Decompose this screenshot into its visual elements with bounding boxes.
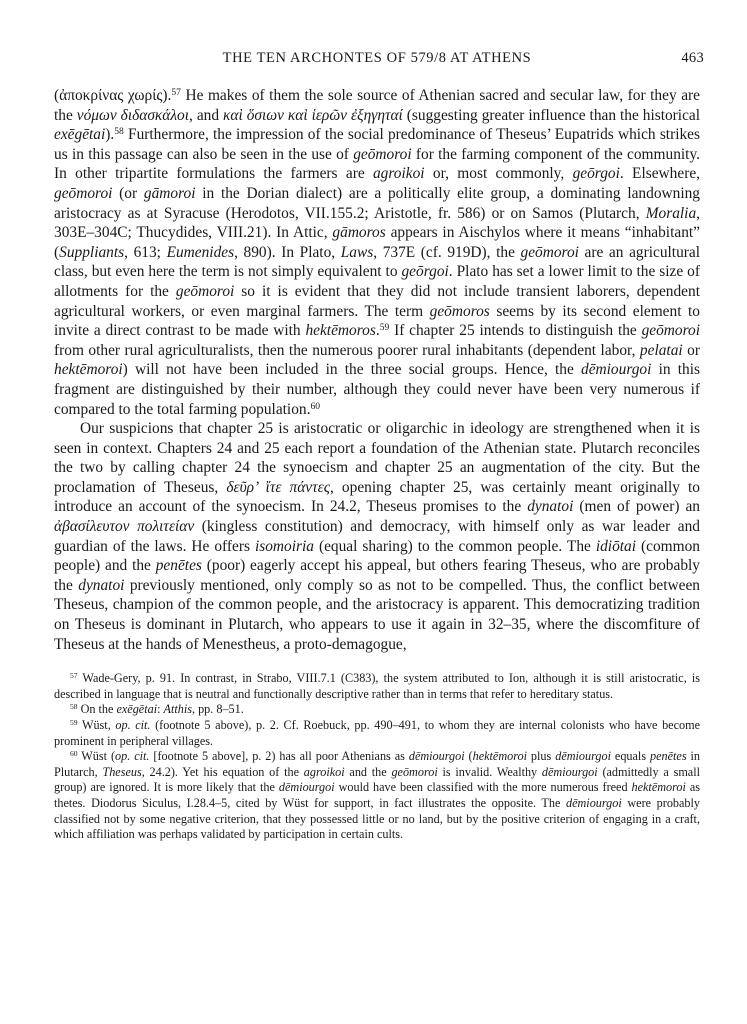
italic-term: dynatoi bbox=[78, 576, 125, 594]
italic-term: νόμων διδασκάλοι bbox=[76, 106, 190, 124]
italic-term: exēgētai bbox=[54, 126, 106, 144]
italic-term: hektēmoroi bbox=[54, 361, 123, 379]
footnote-ref: 57 bbox=[171, 86, 181, 98]
text-run: , opening chapter 25, was certainly meant originally to introduce an account of the synoecism. In 24.2, Theseus promises to the bbox=[54, 478, 700, 516]
italic-term: op. cit. bbox=[115, 718, 151, 732]
text-run: Wüst ( bbox=[77, 749, 116, 764]
text-run: Our suspicions that chapter 25 is aristocratic or oligarchic in ideology are strengthened when it is seen in context. Chapters 24 and 25 each report a foundation of the Athenian state. Plutarch reconciles the two by calling chapter 24 the synoecism and chapter 25 an augmentation of the city. But the proclamation of Theseus, bbox=[54, 420, 700, 496]
text-run: and the bbox=[344, 764, 392, 779]
text-run: (admittedly a small group) are ignored. It is more likely that the bbox=[54, 764, 700, 795]
italic-term: geōmoroi bbox=[353, 145, 412, 163]
text-run: , 24.2). Yet his equation of the bbox=[141, 764, 304, 779]
text-run: ). bbox=[105, 126, 115, 144]
text-run: (ἀποκρίνας χωρίς). bbox=[54, 87, 172, 104]
text-run: in this fragment are distinguished by their number, although they could never have been very numerous if compared to the total farming population. bbox=[54, 361, 700, 418]
italic-term: gāmoroi bbox=[143, 184, 196, 202]
italic-term: penētes bbox=[155, 557, 202, 575]
running-header bbox=[54, 44, 704, 70]
italic-term: Moralia bbox=[645, 204, 697, 222]
footnote bbox=[54, 671, 700, 702]
text-run: were probably classified not by some negative criterion, that they possessed little or no land, but by the positive criterion of engaging in a craft, which affiliation was perhaps validated by participation in certain cults. bbox=[54, 795, 700, 842]
italic-term: hektēmoroi bbox=[631, 780, 686, 795]
footnote-ref: 60 bbox=[310, 400, 320, 412]
italic-term: geōmoros bbox=[429, 302, 490, 320]
italic-term: geōmoroi bbox=[175, 282, 235, 300]
text-run: Wade-Gery, p. 91. In contrast, in Strabo, VIII.7.1 (C383), the system attributed to Ion, although it is still aristocratic, is described in language that is neutral and functionally descriptive rather than in terms that refer to hereditary status. bbox=[54, 671, 700, 701]
italic-term: geōrgoi bbox=[572, 165, 620, 183]
text-run: in the Dorian dialect) are a politically elite group, a dominating landowning aristocracy as at Syracuse (Herodotos, VII.155.2; Aristotle, fr. 586) or on Samos (Plutarch, bbox=[54, 184, 700, 222]
footnote-ref: 58 bbox=[70, 702, 78, 712]
italic-term: isomoiria bbox=[254, 537, 314, 555]
text-run: (suggesting greater influence than the historical bbox=[402, 106, 701, 124]
text-run: Furthermore, the impression of the social predominance of Theseus’ Eupatrids which strikes us in this passage can also be seen in the use of bbox=[54, 126, 700, 163]
text-run: [footnote 5 above], p. 2) has all poor Athenians as bbox=[149, 749, 409, 764]
text-run: , and bbox=[189, 106, 223, 124]
italic-term: dēmiourgoi bbox=[555, 749, 611, 764]
text-run: is invalid. Wealthy bbox=[437, 764, 542, 779]
italic-term: dēmiourgoi bbox=[278, 780, 335, 795]
italic-term: geōrgoi bbox=[401, 263, 449, 281]
italic-term: dēmiourgoi bbox=[581, 361, 652, 379]
italic-term: agroikoi bbox=[303, 764, 345, 779]
text-run: (or bbox=[112, 184, 144, 202]
italic-term: Eumenides bbox=[166, 243, 235, 261]
italic-term: penētes bbox=[650, 749, 687, 764]
text-run: : bbox=[157, 702, 164, 717]
italic-term: Atthis bbox=[163, 702, 192, 717]
running-title: THE TEN ARCHONTES OF 579/8 AT ATHENS bbox=[222, 50, 532, 66]
text-run: , 737E (cf. 919D), the bbox=[373, 243, 521, 261]
page-number: 463 bbox=[681, 50, 704, 66]
italic-term: dēmiourgoi bbox=[566, 795, 622, 810]
main-text bbox=[54, 86, 700, 654]
italic-term: hektēmoroi bbox=[472, 749, 527, 764]
italic-term: geōmoroi bbox=[520, 243, 579, 261]
text-run: previously mentioned, only comply so as not to be compelled. Thus, the conflict between Theseus, champion of the common people, and the aristocracy is apparent. This democratizing tradition on Theseus is dominant in Plutarch, who appears to use it again in 32–35, where the discomfiture of Theseus at the hands of Menestheus, a proto-demagogue, bbox=[54, 576, 700, 653]
text-run: are an agricultural class, but even here the term is not simply equivalent to bbox=[54, 243, 700, 281]
text-run: (footnote 5 above), p. 2. Cf. Roebuck, pp. 490–491, to whom they are internal colonists who have become prominent in peripheral villages. bbox=[54, 718, 700, 748]
text-run: If chapter 25 intends to distinguish the bbox=[389, 322, 642, 340]
text-run: appears in Aischylos where it means “inhabitant” ( bbox=[54, 224, 700, 261]
text-run: plus bbox=[526, 749, 556, 764]
italic-term: geōmoroi bbox=[54, 184, 113, 202]
italic-term: exēgētai bbox=[116, 702, 158, 717]
italic-term: idiōtai bbox=[595, 537, 637, 555]
body-paragraph bbox=[54, 419, 700, 654]
footnote bbox=[54, 749, 700, 843]
italic-term: geōmoroi bbox=[391, 764, 438, 779]
italic-term: Suppliants bbox=[59, 243, 125, 261]
text-run: , pp. 8–51. bbox=[191, 702, 244, 717]
footnotes bbox=[54, 671, 700, 843]
text-run: Wüst, bbox=[77, 718, 116, 732]
footnote bbox=[54, 718, 700, 749]
text-run: would have been classified with the more numerous freed bbox=[334, 780, 632, 795]
italic-term: ἀβασίλευτον πολιτείαν bbox=[54, 518, 195, 536]
footnote-ref: 57 bbox=[70, 671, 78, 681]
text-run: . bbox=[375, 322, 380, 340]
italic-term: Laws bbox=[340, 243, 374, 261]
footnote bbox=[54, 702, 700, 718]
italic-term: καὶ ὅσιων καὶ ἱερῶν ἐξηγηταί bbox=[223, 106, 403, 124]
text-run: (common people) and the bbox=[54, 537, 700, 575]
text-run: , 890). In Plato, bbox=[234, 243, 341, 261]
text-run: (kingless constitution) and democracy, with himself only as war leader and guardian of the laws. He offers bbox=[54, 518, 700, 555]
text-run: (poor) eagerly accept his appeal, but others fearing Theseus, who are probably the bbox=[54, 557, 700, 594]
text-run: or, most commonly, bbox=[424, 165, 573, 183]
text-run: so it is evident that they did not include transient laborers, dependent agricultural workers, or even marginal farmers. The term bbox=[54, 282, 700, 320]
italic-term: op. cit. bbox=[115, 749, 150, 764]
footnote-ref: 59 bbox=[70, 717, 78, 727]
footnote-ref: 60 bbox=[70, 749, 78, 759]
text-run: seems by its second element to invite a direct contrast to be made with bbox=[54, 302, 700, 340]
italic-term: hektēmoros bbox=[305, 322, 376, 340]
italic-term: agroikoi bbox=[372, 165, 425, 183]
text-run: in Plutarch, bbox=[54, 749, 700, 779]
text-run: (men of power) an bbox=[573, 498, 700, 516]
italic-term: geōmoroi bbox=[641, 322, 700, 340]
text-run: . Elsewhere, bbox=[619, 165, 700, 183]
text-run: or bbox=[682, 341, 700, 359]
text-run: ) will not have been included in the three social groups. Hence, the bbox=[122, 361, 582, 379]
footnote-ref: 59 bbox=[379, 321, 390, 333]
text-run: for the farming component of the community. In other tripartite formulations the farmers are bbox=[54, 145, 700, 183]
text-run: , 303E–304C; Thucydides, VIII.21). In Attic, bbox=[54, 204, 700, 242]
italic-term: dynatoi bbox=[527, 498, 574, 516]
italic-term: Theseus bbox=[102, 764, 142, 779]
italic-term: pelatai bbox=[639, 341, 683, 359]
italic-term: gāmoros bbox=[332, 224, 386, 242]
text-run: ( bbox=[464, 749, 473, 764]
text-run: He makes of them the sole source of Athenian sacred and secular law, for they are the bbox=[54, 87, 700, 124]
italic-term: dēmiourgoi bbox=[541, 764, 598, 779]
text-run: as thetes. Diodorus Siculus, I.28.4–5, cited by Wüst for support, in fact illustrates the opposite. The bbox=[54, 780, 701, 810]
text-run: , 613; bbox=[124, 243, 167, 261]
text-run: equals bbox=[610, 749, 651, 764]
text-run: . Plato has set a lower limit to the size of allotments for the bbox=[54, 263, 700, 300]
italic-term: dēmiourgoi bbox=[408, 749, 465, 764]
page bbox=[54, 44, 704, 843]
footnote-ref: 58 bbox=[114, 125, 124, 137]
italic-term: δεῦρ’ ἴτε πάντες bbox=[226, 478, 330, 496]
text-run: (equal sharing) to the common people. The bbox=[313, 537, 596, 555]
body-paragraph bbox=[54, 86, 700, 419]
text-run: from other rural agriculturalists, then the numerous poorer rural inhabitants (dependent labor, bbox=[54, 341, 640, 359]
text-run: On the bbox=[77, 702, 117, 717]
